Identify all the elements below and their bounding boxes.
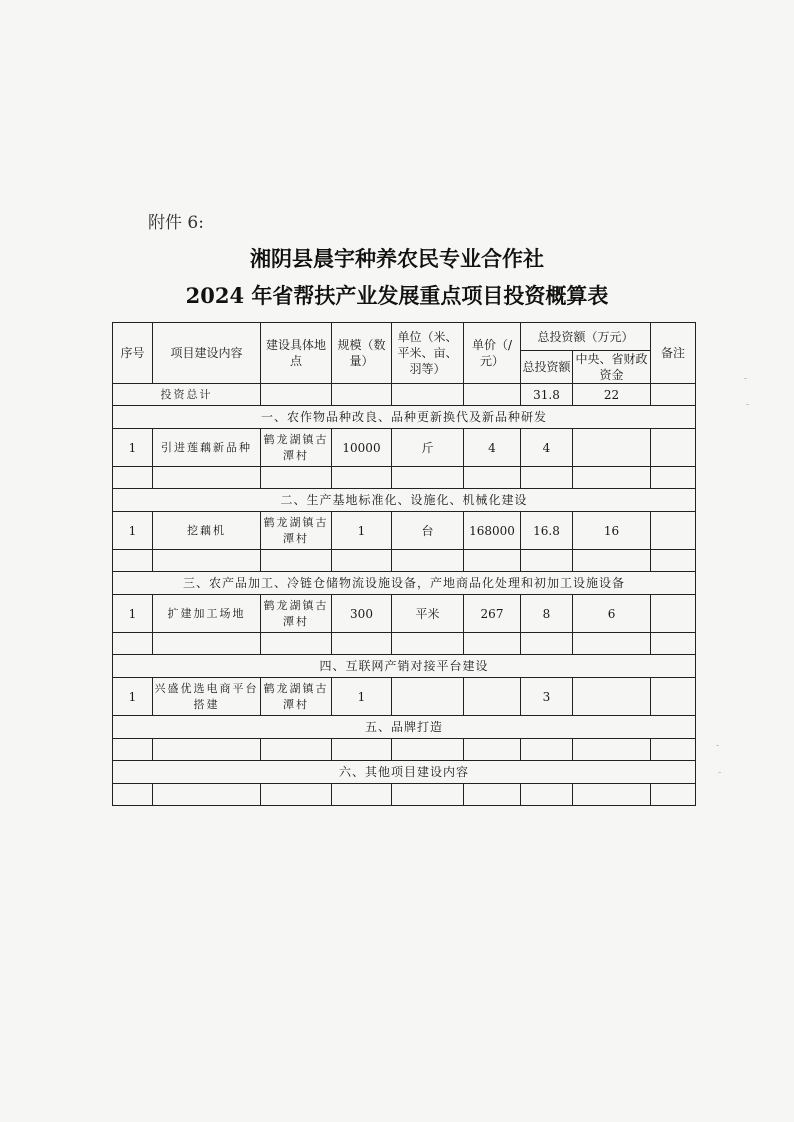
cell-total: 16.8 <box>521 512 573 550</box>
cell-total: 8 <box>521 595 573 633</box>
summary-row <box>113 384 696 406</box>
header-scale: 规模（数量） <box>332 323 392 384</box>
cell-total: 4 <box>521 429 573 467</box>
cell-unit <box>392 678 464 716</box>
header-remark: 备注 <box>651 323 696 384</box>
cell-seq: 1 <box>113 678 153 716</box>
empty-row <box>113 633 696 655</box>
cell-central: 16 <box>573 512 651 550</box>
cell-unit: 平米 <box>392 595 464 633</box>
section-title: 五、品牌打造 <box>113 716 696 739</box>
section-row <box>113 489 696 512</box>
header-location: 建设具体地点 <box>261 323 332 384</box>
empty-row <box>113 739 696 761</box>
header-central: 中央、省财政资金 <box>573 351 651 384</box>
cell-central <box>573 678 651 716</box>
cell-seq: 1 <box>113 595 153 633</box>
cell-content: 引进莲藕新品种 <box>153 429 261 467</box>
header-content: 项目建设内容 <box>153 323 261 384</box>
cell-seq: 1 <box>113 512 153 550</box>
cell-unit: 斤 <box>392 429 464 467</box>
cell-unit: 台 <box>392 512 464 550</box>
table-row <box>113 595 696 633</box>
summary-label: 投资总计 <box>113 384 261 406</box>
table-row <box>113 512 696 550</box>
cell-price: 267 <box>464 595 521 633</box>
cell-scale: 1 <box>332 678 392 716</box>
section-row <box>113 572 696 595</box>
cell-price <box>464 678 521 716</box>
cell-total: 3 <box>521 678 573 716</box>
investment-table <box>112 322 696 806</box>
cell-scale: 300 <box>332 595 392 633</box>
cell-price: 4 <box>464 429 521 467</box>
empty-row <box>113 784 696 806</box>
scan-speck <box>746 404 749 405</box>
section-row <box>113 761 696 784</box>
header-row <box>113 323 696 351</box>
cell-location: 鹤龙湖镇古潭村 <box>261 595 332 633</box>
cell-central: 6 <box>573 595 651 633</box>
scan-speck <box>716 745 719 746</box>
scan-speck <box>718 772 721 773</box>
cell-content: 挖藕机 <box>153 512 261 550</box>
cell-location: 鹤龙湖镇古潭村 <box>261 512 332 550</box>
section-title: 四、互联网产销对接平台建设 <box>113 655 696 678</box>
document-title: 湘阴县晨宇种养农民专业合作社 <box>250 246 544 271</box>
cell-price: 168000 <box>464 512 521 550</box>
cell-central <box>573 429 651 467</box>
header-seq: 序号 <box>113 323 153 384</box>
scan-speck <box>744 378 747 379</box>
header-total-invest: 总投资额（万元） <box>521 323 651 351</box>
summary-central: 22 <box>573 384 651 406</box>
section-title: 一、农作物品种改良、品种更新换代及新品种研发 <box>113 406 696 429</box>
section-title: 六、其他项目建设内容 <box>113 761 696 784</box>
section-row <box>113 406 696 429</box>
cell-scale: 10000 <box>332 429 392 467</box>
cell-location: 鹤龙湖镇古潭村 <box>261 678 332 716</box>
header-price: 单价（/元） <box>464 323 521 384</box>
table-row <box>113 678 696 716</box>
attachment-label: 附件 6: <box>148 213 204 233</box>
section-row <box>113 716 696 739</box>
table-row <box>113 429 696 467</box>
cell-content: 扩建加工场地 <box>153 595 261 633</box>
cell-seq: 1 <box>113 429 153 467</box>
header-unit: 单位（米、平米、亩、羽等） <box>392 323 464 384</box>
section-title: 二、生产基地标准化、设施化、机械化建设 <box>113 489 696 512</box>
section-title: 三、农产品加工、冷链仓储物流设施设备，产地商品化处理和初加工设施设备 <box>113 572 696 595</box>
empty-row <box>113 467 696 489</box>
cell-content: 兴盛优选电商平台搭建 <box>153 678 261 716</box>
summary-total: 31.8 <box>521 384 573 406</box>
cell-scale: 1 <box>332 512 392 550</box>
empty-row <box>113 550 696 572</box>
cell-location: 鹤龙湖镇古潭村 <box>261 429 332 467</box>
document-subtitle: 2024 年省帮扶产业发展重点项目投资概算表 <box>185 283 609 308</box>
section-row <box>113 655 696 678</box>
header-total: 总投资额 <box>521 351 573 384</box>
